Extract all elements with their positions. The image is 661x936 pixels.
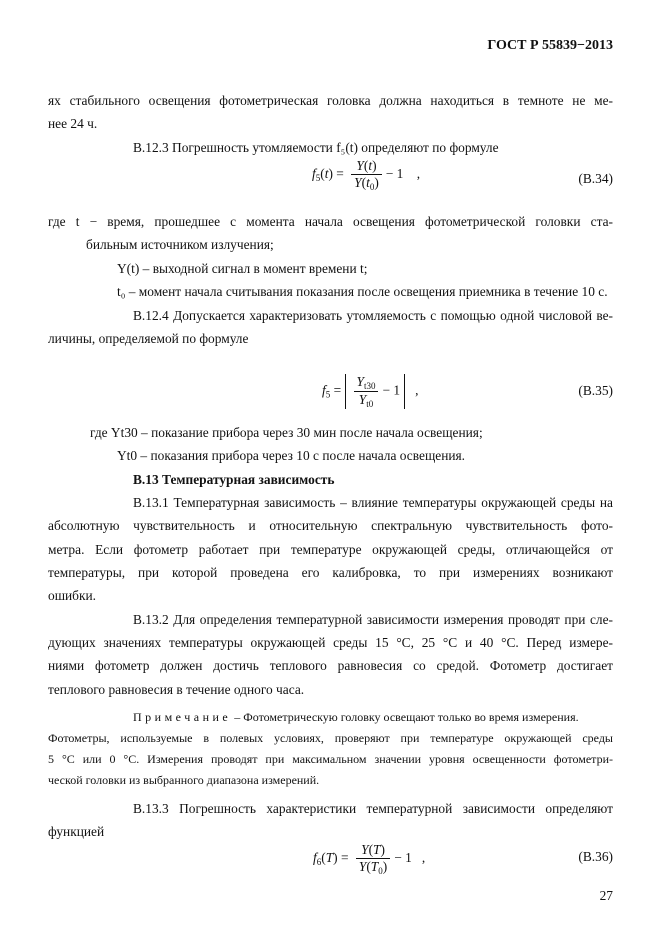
text-line: В.13.3 Погрешность характеристики температурной зависимости определяют (133, 801, 613, 816)
text-line: Y(t) – выходной сигнал в момент времени t; (117, 261, 368, 276)
note-line: 5 °С или 0 °С. Измерения проводят при максимальном значении уровня освещенности фотометри- (48, 752, 613, 766)
text-line: нее 24 ч. (48, 116, 98, 131)
text-line: t₀ – момент начала считывания показания после освещения приемника в течение 10 с. (117, 284, 608, 299)
text-line: Yt0 – показания прибора через 10 с после начала освещения. (117, 448, 466, 463)
section-heading: В.13 Температурная зависимость (133, 472, 335, 487)
text-line: метра. Если фотометр работает при температуре окружающей среды, отличающейся от (48, 542, 613, 557)
equation-number: (В.36) (578, 849, 613, 864)
text-line: ошибки. (48, 588, 97, 603)
formula-b34: $f_5(t)$ = $\frac{Y(t)}{Y(t_0)}$ − 1 , (312, 158, 421, 192)
text-line: абсолютную чувствительность и относительную спектральную чувствительность фото- (48, 518, 613, 533)
note-text: – Фотометрическую головку освещают только во время измерения. (231, 710, 579, 724)
formula-b36: $f_6(T)$ = $\frac{Y(T)}{Y(T_0)}$ − 1 , (313, 842, 426, 876)
text-line: В.12.3 Погрешность утомляемости f₅(t) определяют по формуле (133, 140, 499, 155)
note-line: ческой головки из выбранного диапазона измерений. (48, 773, 320, 787)
document-header: ГОСТ Р 55839−2013 (487, 38, 613, 53)
note-line: Фотометры, используемые в полевых условиях, проверяют при температуре окружающей среды (48, 731, 613, 745)
text-line: ях стабильного освещения фотометрическая головка должна находиться в темноте не ме- (48, 93, 613, 108)
text-line: бильным источником излучения; (86, 237, 274, 252)
text-line: ниями фотометр должен достичь теплового равновесия со средой. Фотометр достигает (48, 658, 613, 673)
text-line: личины, определяемой по формуле (48, 331, 249, 346)
text-line: В.13.2 Для определения температурной зависимости измерения проводят при сле- (133, 612, 613, 627)
text-line: теплового равновесия в течение одного часа. (48, 682, 305, 697)
text-line: В.12.4 Допускается характеризовать утомляемость с помощью одной числовой ве- (133, 308, 613, 323)
text-line: В.13.1 Температурная зависимость – влияние температуры окружающей среды на (133, 495, 613, 510)
text-line: дующих значениях температуры окружающей среды 15 °С, 25 °С и 40 °С. Перед измере- (48, 635, 613, 650)
equation-number: (В.35) (578, 383, 613, 398)
text-line: функцией (48, 824, 105, 839)
text-line: температуры, при которой проведена его калибровка, то при измерениях возникают (48, 565, 613, 580)
note-label: Примечание (133, 710, 232, 724)
note-line (133, 708, 579, 726)
page-number: 27 (599, 888, 613, 903)
formula-b35: $f_5$ = $\frac{Y_{t30}}{Y_{t0}}$ − 1 , (322, 374, 419, 409)
text-line: где t − время, прошедшее с момента начала освещения фотометрической головки ста- (48, 214, 613, 229)
equation-number: (В.34) (578, 171, 613, 186)
text-line: где Yt30 – показание прибора через 30 мин после начала освещения; (90, 425, 483, 440)
